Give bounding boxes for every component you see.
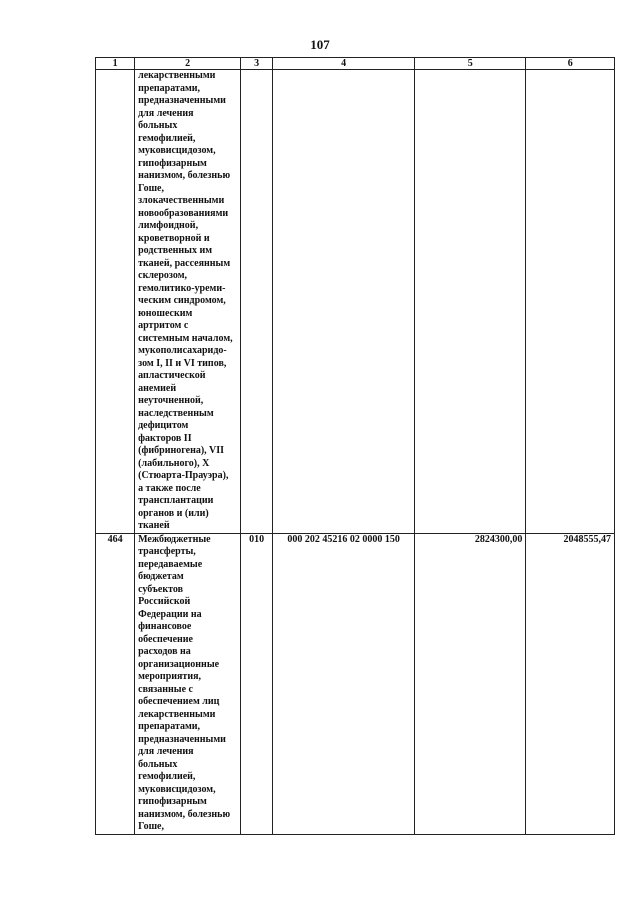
table-row bbox=[96, 533, 615, 834]
row-kbk bbox=[273, 70, 415, 534]
row-code: 010 bbox=[241, 533, 273, 834]
column-header: 4 bbox=[273, 58, 415, 70]
row-code bbox=[241, 70, 273, 534]
column-header: 2 bbox=[135, 58, 241, 70]
row-amount-plan: 2824300,00 bbox=[415, 533, 526, 834]
budget-table bbox=[95, 57, 615, 835]
row-amount-exec bbox=[526, 70, 615, 534]
column-header: 6 bbox=[526, 58, 615, 70]
table-row bbox=[96, 70, 615, 534]
row-amount-plan bbox=[415, 70, 526, 534]
row-description: Межбюджетные трансферты, передаваемые бюджетам субъектов Российской Федерации на финансовое обеспечение расходов на организационные мероприятия, связанные с обеспечением лиц лекарственными препаратами, предназначенными для лечения больных гемофилией, муковисцидозом, гипофизарным нанизмом, болезнью Гоше, bbox=[135, 533, 241, 834]
column-header: 1 bbox=[96, 58, 135, 70]
row-number: 464 bbox=[96, 533, 135, 834]
column-header: 5 bbox=[415, 58, 526, 70]
column-header: 3 bbox=[241, 58, 273, 70]
row-description: лекарственными препаратами, предназначенными для лечения больных гемофилией, муковисцидозом, гипофизарным нанизмом, болезнью Гоше, злокачественными новообразованиями лимфоидной, кроветворной и родственных им тканей, рассеянным склерозом, гемолитико-уреми- ческим синдромом, юношеским артритом с системным началом, мукополисахаридо- зом I, II и VI типов, апластической анемией неуточненной, наследственным дефицитом факторов II (фибриногена), VII (лабильного), X (Стюарта-Прауэра), а также после трансплантации органов и (или) тканей bbox=[135, 70, 241, 534]
row-kbk: 000 202 45216 02 0000 150 bbox=[273, 533, 415, 834]
row-number bbox=[96, 70, 135, 534]
page-number: 107 bbox=[310, 37, 330, 52]
row-amount-exec: 2048555,47 bbox=[526, 533, 615, 834]
column-number-header bbox=[96, 58, 615, 70]
